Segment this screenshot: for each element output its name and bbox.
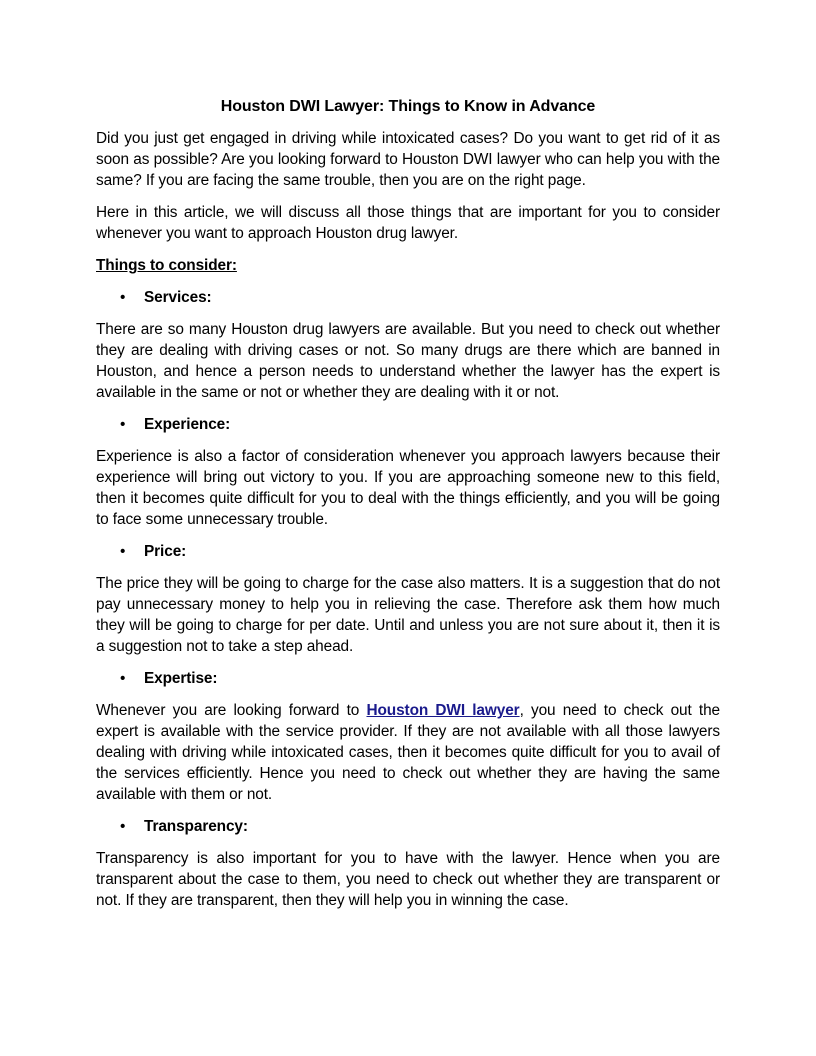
document-title: Houston DWI Lawyer: Things to Know in Advance	[220, 98, 596, 115]
section-heading-transparency	[96, 816, 720, 837]
section-heading-label: Transparency:	[144, 818, 248, 835]
section-body-services: There are so many Houston drug lawyers are available. But you need to check out whether they are dealing with driving cases or not. So many drugs are there which are banned in Houston, and hence a person needs to understand whether the lawyer has the expert is available in the same or not or whether they are dealing with it or not.	[96, 321, 720, 401]
section-heading-services	[96, 287, 720, 308]
section-heading-price	[96, 541, 720, 562]
intro-paragraph-2: Here in this article, we will discuss all those things that are important for you to consider whenever you want to approach Houston drug lawyer.	[96, 204, 720, 242]
things-to-consider-heading: Things to consider:	[96, 257, 237, 274]
section-heading-label: Price:	[144, 543, 187, 560]
bullet-icon: •	[120, 543, 126, 560]
section-body-experience: Experience is also a factor of consideration whenever you approach lawyers because their experience will bring out victory to you. If you are approaching someone new to this field, then it becomes quite difficult for you to deal with the things efficiently, and you will be going to face some unnecessary trouble.	[96, 448, 720, 528]
bullet-icon: •	[120, 289, 126, 306]
expertise-body-before: Whenever you are looking forward to	[96, 702, 367, 719]
section-heading-label: Expertise:	[144, 670, 218, 687]
section-heading-experience	[96, 414, 720, 435]
section-heading-label: Services:	[144, 289, 212, 306]
section-heading-label: Experience:	[144, 416, 231, 433]
document-page	[96, 96, 720, 922]
bullet-icon: •	[120, 416, 126, 433]
section-body-transparency: Transparency is also important for you to have with the lawyer. Hence when you are transparent about the case to them, you need to check out whether they are transparent or not. If they are transparent, then they will help you in winning the case.	[96, 850, 720, 909]
houston-dwi-lawyer-link[interactable]: Houston DWI lawyer	[366, 702, 520, 719]
section-body-expertise	[96, 700, 720, 805]
expertise-body-after: , you need to check out the expert is available with the service provider. If they are not available with all those lawyers dealing with driving while intoxicated cases, then it becomes quite difficult for you to avail of the services efficiently. Hence you need to check out whether they are having the same available with them or not.	[96, 702, 720, 803]
intro-paragraph-1: Did you just get engaged in driving while intoxicated cases? Do you want to get rid of it as soon as possible? Are you looking forward to Houston DWI lawyer who can help you with the same? If you are facing the same trouble, then you are on the right page.	[96, 130, 720, 189]
section-heading-expertise	[96, 668, 720, 689]
section-body-price: The price they will be going to charge for the case also matters. It is a suggestion that do not pay unnecessary money to help you in relieving the case. Therefore ask them how much they will be going to charge for per date. Until and unless you are not sure about it, then it is a suggestion not to take a step ahead.	[96, 575, 720, 655]
bullet-icon: •	[120, 818, 126, 835]
bullet-icon: •	[120, 670, 126, 687]
